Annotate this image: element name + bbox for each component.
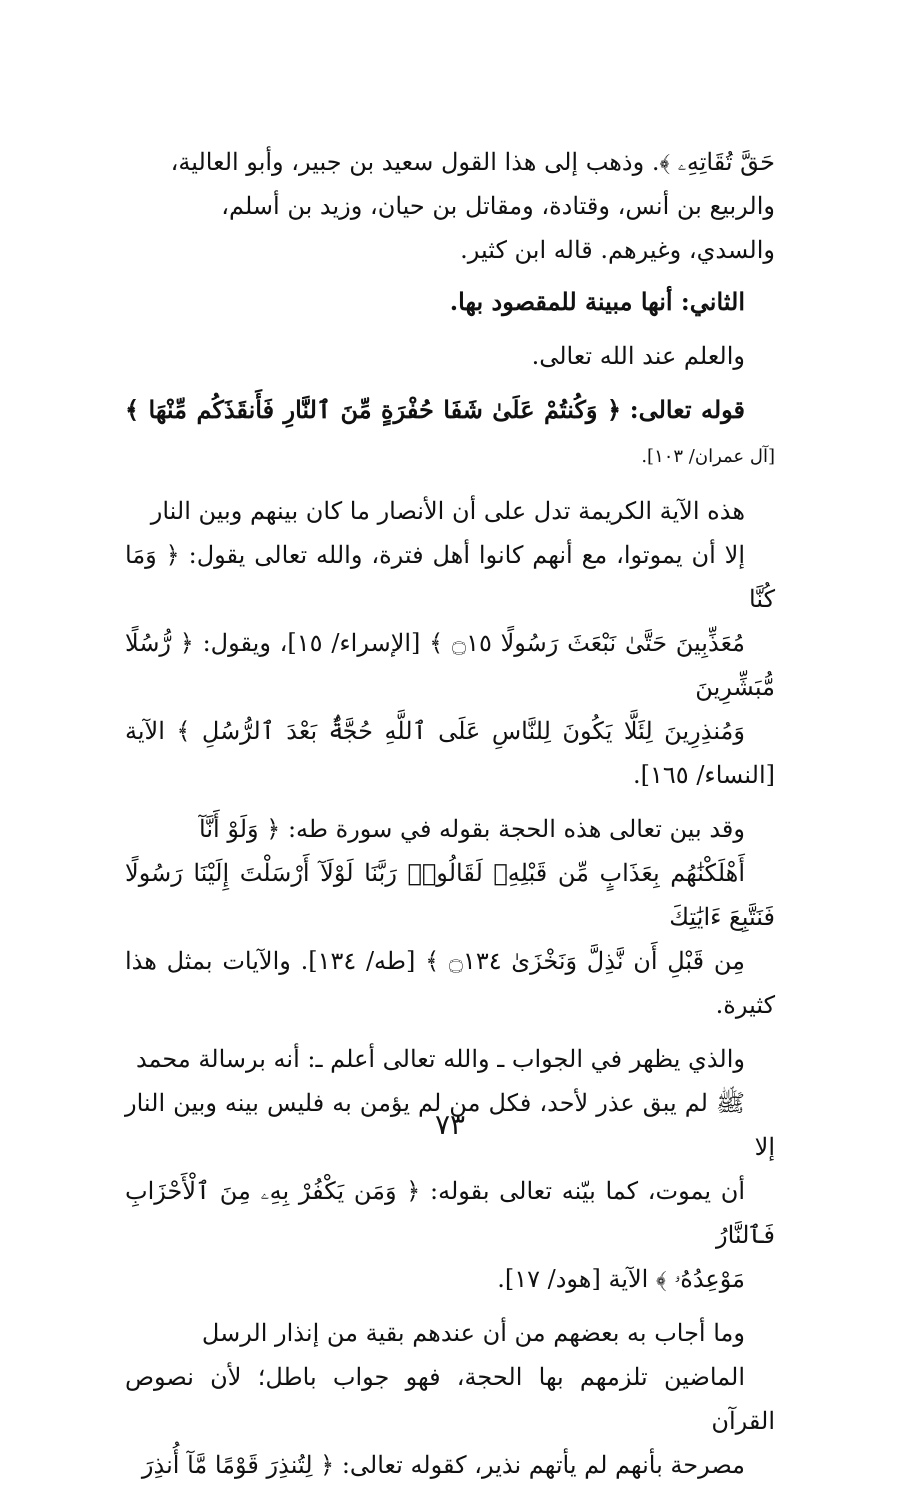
text-line: مُعَذِّبِينَ حَتَّىٰ نَبْعَثَ رَسُولًا ۝١٥ ﴾ [الإسراء/ ١٥]، ويقول: ﴿ رُّسُلًا مُّبَشِّرِينَ bbox=[125, 629, 775, 701]
text-line: والربيع بن أنس، وقتادة، ومقاتل بن حيان، وزيد بن أسلم، bbox=[221, 192, 775, 220]
text-line: مِن قَبْلِ أَن نَّذِلَّ وَنَخْزَىٰ ۝١٣٤ ﴾ [طه/ ١٣٤]. والآيات بمثل هذا كثيرة. bbox=[125, 947, 775, 1019]
text-line: مَوْعِدُهُۥ ﴾ الآية [هود/ ١٧]. bbox=[497, 1265, 745, 1293]
paragraph bbox=[125, 334, 775, 378]
text-line: إلا أن يموتوا، مع أنهم كانوا أهل فترة، والله تعالى يقول: ﴿ وَمَا كُنَّا bbox=[125, 541, 775, 613]
text-line: وَمُنذِرِينَ لِئَلَّا يَكُونَ لِلنَّاسِ عَلَى ٱللَّهِ حُجَّةٌۢ بَعْدَ ٱلرُّسُلِ ﴾ الآية [النساء/ ١٦٥]. bbox=[125, 717, 775, 789]
text-line: والعلم عند الله تعالى. bbox=[531, 342, 745, 370]
quran-verse: ﴿ وَكُنتُمْ عَلَىٰ شَفَا حُفْرَةٍ مِّنَ ٱلنَّارِ فَأَنقَذَكُم مِّنْهَا ﴾ bbox=[125, 395, 622, 424]
heading-label: الثاني bbox=[689, 287, 745, 316]
paragraph bbox=[125, 807, 775, 1027]
paragraph-continuation bbox=[125, 140, 775, 272]
heading-text: : أنها مبينة للمقصود بها. bbox=[449, 287, 690, 316]
text-line: الماضين تلزمهم بها الحجة، فهو جواب باطل؛ لأن نصوص القرآن bbox=[125, 1363, 775, 1435]
text-line: ﷺ لم يبق عذر لأحد، فكل من لم يؤمن به فليس بينه وبين النار إلا bbox=[125, 1089, 775, 1161]
paragraph bbox=[125, 489, 775, 797]
verse-label: قوله تعالى: bbox=[629, 395, 745, 424]
verse-reference: [آل عمران/ ١٠٣]. bbox=[641, 446, 775, 467]
text-line: وما أجاب به بعضهم من أن عندهم بقية من إنذار الرسل bbox=[201, 1319, 745, 1347]
page-number: ٧٣ bbox=[434, 1108, 466, 1141]
text-line: أَهْلَكْنَٰهُم بِعَذَابٍ مِّن قَبْلِهِۦ لَقَالُوا۟ رَبَّنَا لَوْلَآ أَرْسَلْتَ إِلَيْنَا رَسُولًا فَنَتَّبِعَ ءَايَٰتِكَ bbox=[125, 859, 775, 931]
text-line: والسدي، وغيرهم. قاله ابن كثير. bbox=[460, 236, 775, 264]
text-line: هذه الآية الكريمة تدل على أن الأنصار ما كان بينهم وبين النار bbox=[150, 497, 745, 525]
page-body bbox=[125, 140, 775, 1497]
paragraph bbox=[125, 1037, 775, 1301]
paragraph bbox=[125, 1311, 775, 1487]
verse-heading bbox=[125, 388, 775, 479]
text-line: مصرحة بأنهم لم يأتهم نذير، كقوله تعالى: ﴿ لِتُنذِرَ قَوْمًا مَّآ أُنذِرَ bbox=[141, 1451, 745, 1479]
text-line: أن يموت، كما بيّنه تعالى بقوله: ﴿ وَمَن يَكْفُرْ بِهِۦ مِنَ ٱلْأَحْزَابِ فَٱلنَّارُ bbox=[125, 1177, 775, 1249]
text-line: والذي يظهر في الجواب ـ والله تعالى أعلم ـ: أنه برسالة محمد bbox=[135, 1045, 745, 1073]
second-point-heading bbox=[125, 280, 775, 324]
text-line: وقد بين تعالى هذه الحجة بقوله في سورة طه: ﴿ وَلَوْ أَنَّآ bbox=[199, 815, 745, 843]
text-line: حَقَّ تُقَاتِهِۦ ﴾. وذهب إلى هذا القول سعيد بن جبير، وأبو العالية، bbox=[170, 148, 775, 176]
